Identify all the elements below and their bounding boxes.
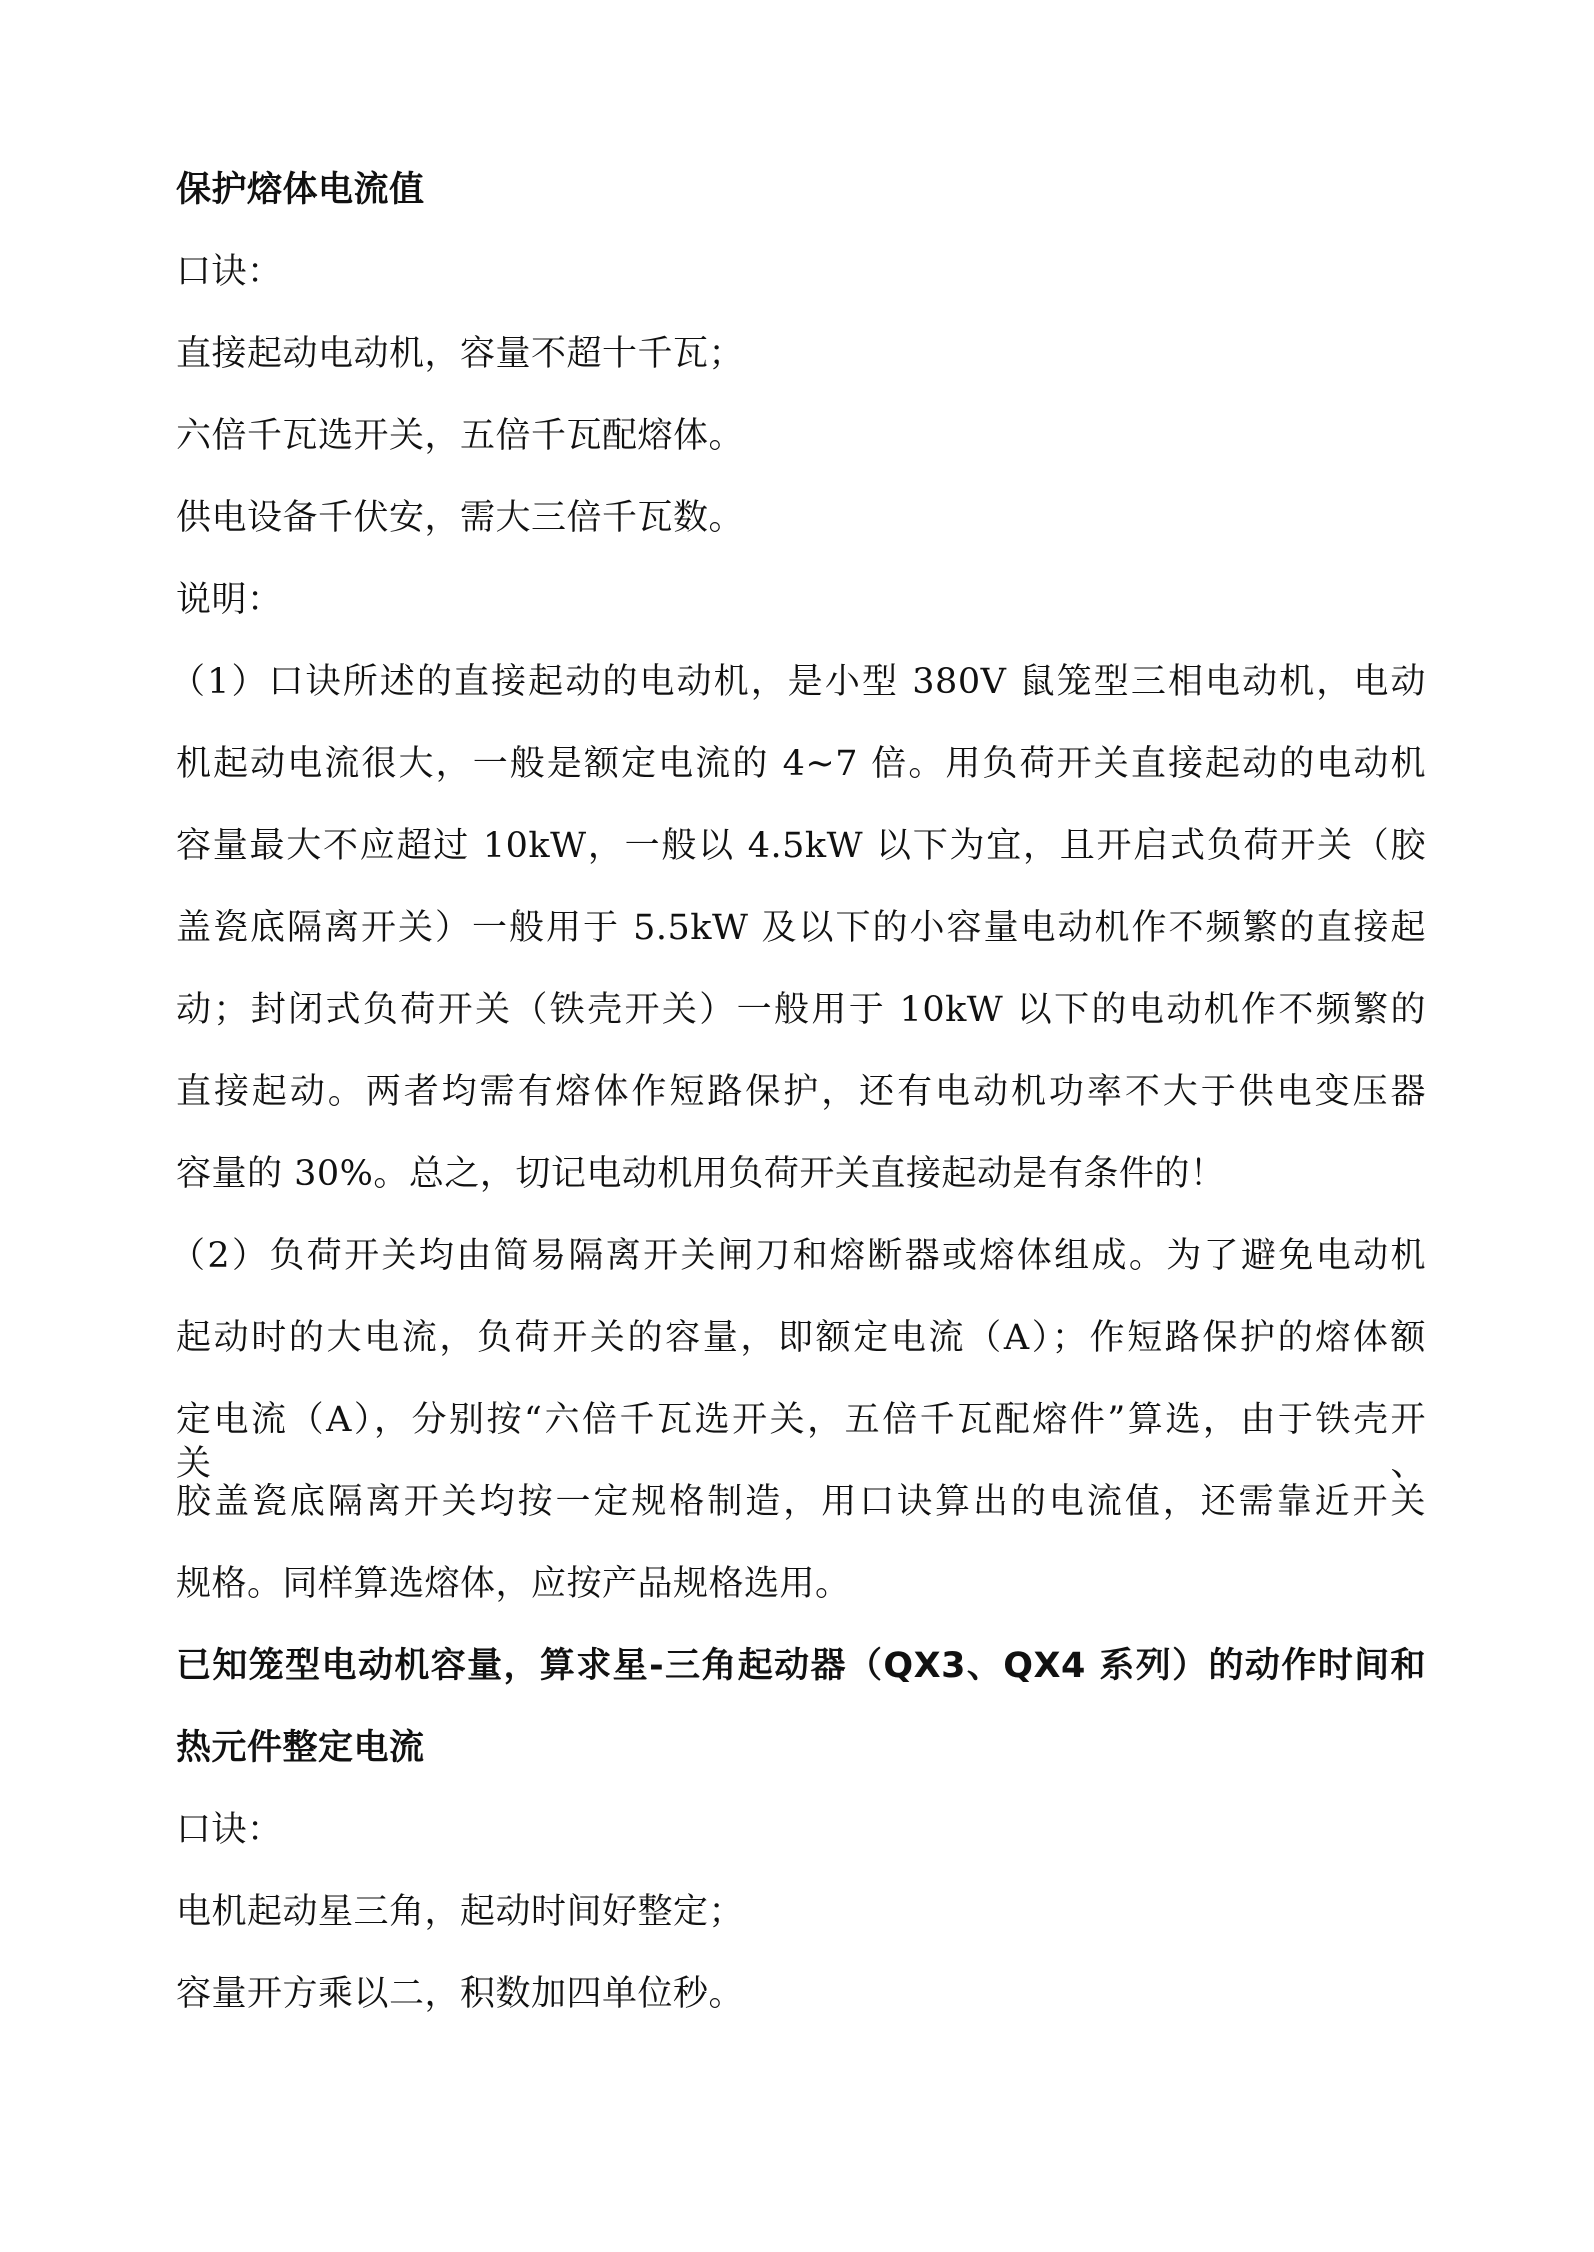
section-heading-star-delta-cont: 热元件整定电流 bbox=[176, 1728, 425, 1768]
label-shuoming: 说明： bbox=[176, 580, 283, 620]
section-heading-fuse-current: 保护熔体电流值 bbox=[176, 170, 425, 210]
rhyme-line: 供电设备千伏安，需大三倍千瓦数。 bbox=[176, 498, 745, 538]
rhyme-line: 直接起动电动机，容量不超十千瓦； bbox=[176, 334, 745, 374]
paragraph-line: 容量最大不应超过 10kW，一般以 4.5kW 以下为宜，且开启式负荷开关（胶 bbox=[176, 826, 1426, 866]
rhyme-line: 容量开方乘以二，积数加四单位秒。 bbox=[176, 1974, 745, 2014]
paragraph-line: 盖瓷底隔离开关）一般用于 5.5kW 及以下的小容量电动机作不频繁的直接起 bbox=[176, 908, 1426, 948]
paragraph-line: 机起动电流很大，一般是额定电流的 4~7 倍。用负荷开关直接起动的电动机 bbox=[176, 744, 1426, 784]
paragraph-line: 容量的 30%。总之，切记电动机用负荷开关直接起动是有条件的！ bbox=[176, 1154, 1226, 1194]
paragraph-line: 规格。同样算选熔体，应按产品规格选用。 bbox=[176, 1564, 851, 1604]
label-koujue: 口诀： bbox=[176, 1810, 283, 1850]
paragraph-line: （2）负荷开关均由简易隔离开关闸刀和熔断器或熔体组成。为了避免电动机 bbox=[170, 1236, 1426, 1276]
rhyme-line: 六倍千瓦选开关，五倍千瓦配熔体。 bbox=[176, 416, 745, 456]
paragraph-line: 动；封闭式负荷开关（铁壳开关）一般用于 10kW 以下的电动机作不频繁的 bbox=[176, 990, 1426, 1030]
section-heading-star-delta: 已知笼型电动机容量，算求星-三角起动器（QX3、QX4 系列）的动作时间和 bbox=[176, 1646, 1426, 1686]
paragraph-line: 胶盖瓷底隔离开关均按一定规格制造，用口诀算出的电流值，还需靠近开关 bbox=[176, 1482, 1426, 1522]
paragraph-line: （1）口诀所述的直接起动的电动机，是小型 380V 鼠笼型三相电动机，电动 bbox=[170, 662, 1426, 702]
paragraph-line: 定电流（A），分别按“六倍千瓦选开关，五倍千瓦配熔件”算选，由于铁壳开关、 bbox=[176, 1400, 1426, 1484]
rhyme-line: 电机起动星三角，起动时间好整定； bbox=[176, 1892, 745, 1932]
label-koujue: 口诀： bbox=[176, 252, 283, 292]
paragraph-line: 直接起动。两者均需有熔体作短路保护，还有电动机功率不大于供电变压器 bbox=[176, 1072, 1426, 1112]
paragraph-line: 起动时的大电流，负荷开关的容量，即额定电流（A）；作短路保护的熔体额 bbox=[176, 1318, 1426, 1358]
